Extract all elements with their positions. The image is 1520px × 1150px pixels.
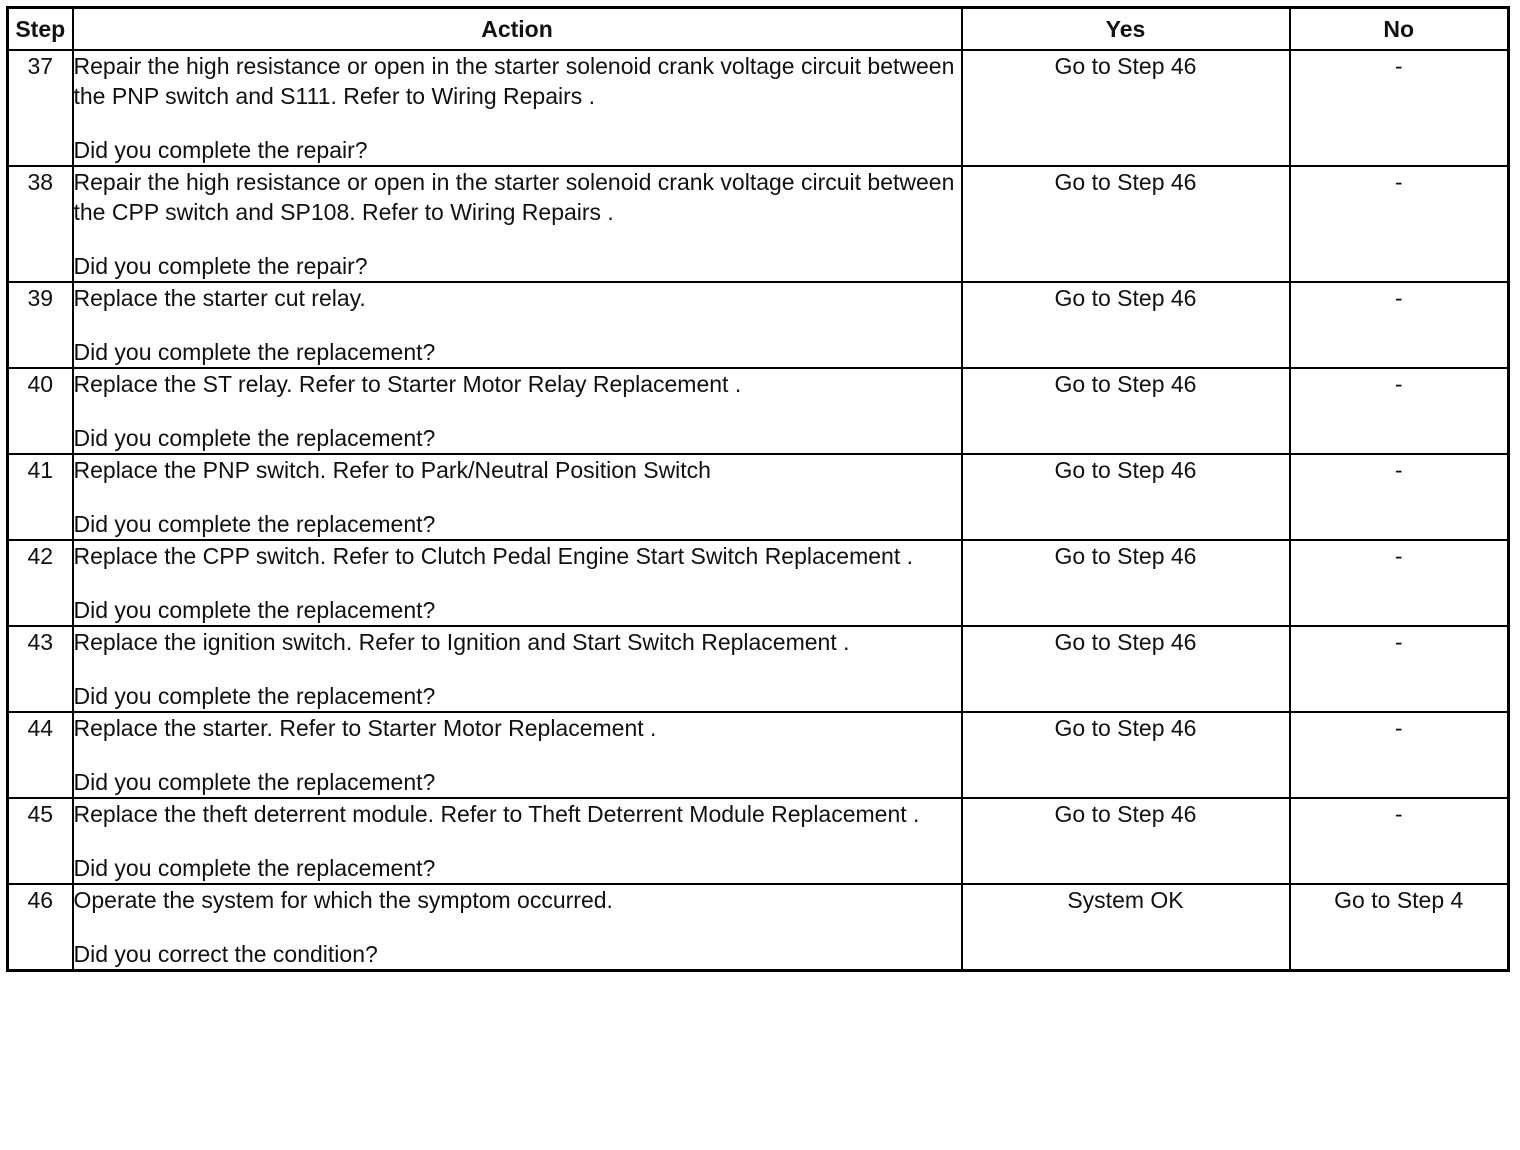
step-number: 41	[8, 454, 73, 540]
question-text: Did you complete the replacement?	[73, 855, 436, 881]
action-cell	[73, 884, 962, 971]
no-result: -	[1290, 282, 1509, 368]
no-result: -	[1290, 454, 1509, 540]
action-text: Replace the starter cut relay.	[73, 285, 366, 311]
no-result: -	[1290, 540, 1509, 626]
yes-result: Go to Step 46	[962, 798, 1290, 884]
table-row	[8, 50, 1509, 166]
header-row	[8, 8, 1509, 51]
no-result: -	[1290, 626, 1509, 712]
yes-result: Go to Step 46	[962, 540, 1290, 626]
action-text: Replace the ignition switch. Refer to Ignition and Start Switch Replacement .	[73, 629, 850, 655]
step-number: 39	[8, 282, 73, 368]
header-yes: Yes	[962, 8, 1290, 51]
table-row	[8, 282, 1509, 368]
action-text: Repair the high resistance or open in the starter solenoid crank voltage circuit between the CPP switch and SP108. Refer to Wiring Repairs .	[73, 169, 955, 225]
action-cell	[73, 626, 962, 712]
question-text: Did you complete the replacement?	[73, 339, 436, 365]
action-cell	[73, 166, 962, 282]
table-row	[8, 626, 1509, 712]
no-result: -	[1290, 166, 1509, 282]
table-row	[8, 798, 1509, 884]
step-number: 38	[8, 166, 73, 282]
step-number: 43	[8, 626, 73, 712]
question-text: Did you complete the replacement?	[73, 597, 436, 623]
action-text: Replace the ST relay. Refer to Starter Motor Relay Replacement .	[73, 371, 742, 397]
table-row	[8, 712, 1509, 798]
yes-result: Go to Step 46	[962, 368, 1290, 454]
table-row	[8, 368, 1509, 454]
diagnostic-table-container	[6, 6, 1510, 972]
action-text: Repair the high resistance or open in the starter solenoid crank voltage circuit between the PNP switch and S111. Refer to Wiring Repairs .	[73, 53, 955, 109]
action-cell	[73, 712, 962, 798]
question-text: Did you complete the repair?	[73, 253, 368, 279]
diagnostic-table	[6, 6, 1510, 972]
table-row	[8, 884, 1509, 971]
table-row	[8, 454, 1509, 540]
step-number: 45	[8, 798, 73, 884]
action-cell	[73, 282, 962, 368]
action-text: Replace the theft deterrent module. Refer to Theft Deterrent Module Replacement .	[73, 801, 920, 827]
question-text: Did you complete the replacement?	[73, 683, 436, 709]
question-text: Did you complete the repair?	[73, 137, 368, 163]
action-cell	[73, 50, 962, 166]
action-cell	[73, 454, 962, 540]
step-number: 44	[8, 712, 73, 798]
header-step: Step	[8, 8, 73, 51]
yes-result: Go to Step 46	[962, 50, 1290, 166]
step-number: 37	[8, 50, 73, 166]
yes-result: Go to Step 46	[962, 282, 1290, 368]
action-cell	[73, 798, 962, 884]
yes-result: System OK	[962, 884, 1290, 971]
question-text: Did you complete the replacement?	[73, 769, 436, 795]
header-no: No	[1290, 8, 1509, 51]
action-text: Replace the PNP switch. Refer to Park/Neutral Position Switch	[73, 457, 711, 483]
no-result: Go to Step 4	[1290, 884, 1509, 971]
step-number: 40	[8, 368, 73, 454]
action-text: Replace the CPP switch. Refer to Clutch Pedal Engine Start Switch Replacement .	[73, 543, 913, 569]
step-number: 46	[8, 884, 73, 971]
action-text: Operate the system for which the symptom occurred.	[73, 887, 613, 913]
header-action: Action	[73, 8, 962, 51]
yes-result: Go to Step 46	[962, 626, 1290, 712]
yes-result: Go to Step 46	[962, 166, 1290, 282]
no-result: -	[1290, 368, 1509, 454]
table-row	[8, 166, 1509, 282]
question-text: Did you complete the replacement?	[73, 511, 436, 537]
no-result: -	[1290, 798, 1509, 884]
question-text: Did you correct the condition?	[73, 941, 378, 967]
action-text: Replace the starter. Refer to Starter Motor Replacement .	[73, 715, 657, 741]
yes-result: Go to Step 46	[962, 454, 1290, 540]
action-cell	[73, 540, 962, 626]
no-result: -	[1290, 50, 1509, 166]
yes-result: Go to Step 46	[962, 712, 1290, 798]
question-text: Did you complete the replacement?	[73, 425, 436, 451]
no-result: -	[1290, 712, 1509, 798]
table-row	[8, 540, 1509, 626]
step-number: 42	[8, 540, 73, 626]
action-cell	[73, 368, 962, 454]
